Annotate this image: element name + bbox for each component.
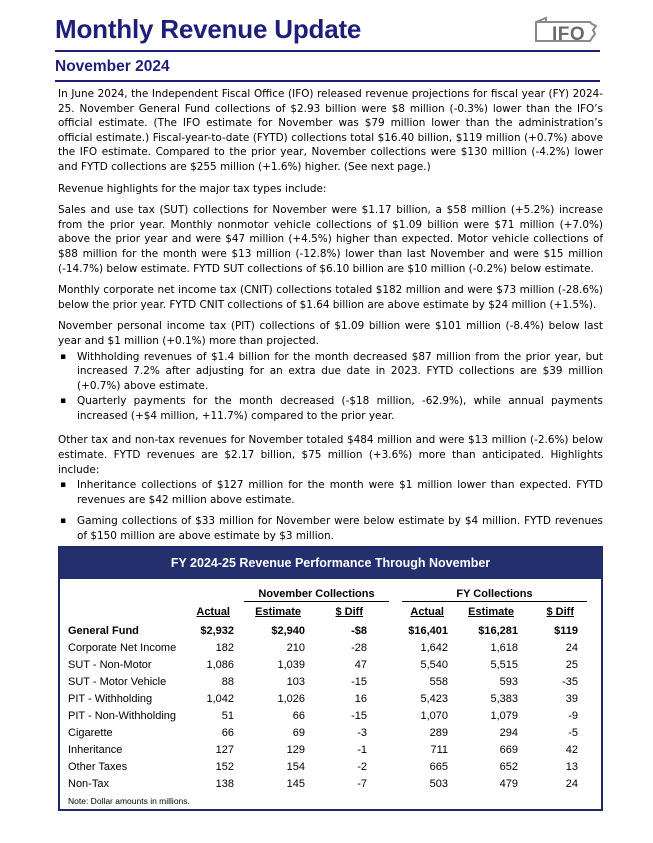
table-row xyxy=(60,625,605,642)
fy-collections-header: FY Collections xyxy=(402,588,587,602)
table-cell: -35 xyxy=(562,676,578,688)
table-cell: 558 xyxy=(429,676,448,688)
table-cell: 103 xyxy=(286,676,305,688)
column-header: Actual xyxy=(196,606,230,618)
table-cell: 210 xyxy=(286,642,305,654)
subtitle-rule xyxy=(55,80,600,82)
cnit-paragraph: Monthly corporate net income tax (CNIT) collections totaled $182 million and were $73 million (-28.6%) below the prior year. FYTD CNIT collections of $1.64 billion are above estimate by $24 million (+1.5%). xyxy=(58,284,603,311)
table-cell: 1,642 xyxy=(420,642,448,654)
page-title: Monthly Revenue Update xyxy=(55,14,362,44)
table-cell: 13 xyxy=(565,761,578,773)
table-cell: 1,618 xyxy=(490,642,518,654)
table-cell: 5,383 xyxy=(490,693,518,705)
table-cell: $119 xyxy=(554,625,578,637)
table-cell: 5,540 xyxy=(420,659,448,671)
table-cell: -28 xyxy=(351,642,367,654)
table-cell: -3 xyxy=(357,727,367,739)
row-label: Non-Tax xyxy=(68,778,109,790)
table-cell: 138 xyxy=(215,778,234,790)
table-cell: 154 xyxy=(286,761,305,773)
list-item: ▪ Quarterly payments for the month decreased (-$18 million, -62.9%), while annual payments increased (+$4 million, +11.7%) compared to the prior year. xyxy=(58,394,603,423)
list-item: ▪ Withholding revenues of $1.4 billion for the month decreased $87 million from the prior year, but increased 7.2% after adjusting for an extra due date in 2023. FYTD collections are $39 million (+0.7%) above estimate. xyxy=(58,350,603,394)
table-cell: -$8 xyxy=(351,625,367,637)
table-cell: $2,932 xyxy=(200,625,234,637)
column-header: $ Diff xyxy=(335,606,363,618)
pit-paragraph: November personal income tax (PIT) collections of $1.09 billion were $101 million (-8.4%) below last year and $1 million (+0.1%) more than projected. xyxy=(58,320,603,347)
table-cell: 652 xyxy=(499,761,518,773)
table-cell: 669 xyxy=(499,744,518,756)
table-cell: 593 xyxy=(499,676,518,688)
table-cell: 1,086 xyxy=(206,659,234,671)
table-cell: 24 xyxy=(565,778,578,790)
table-cell: 66 xyxy=(292,710,305,722)
table-cell: $2,940 xyxy=(271,625,305,637)
table-row xyxy=(60,676,605,693)
table-cell: 39 xyxy=(565,693,578,705)
row-label: PIT - Withholding xyxy=(68,693,153,705)
table-cell: 665 xyxy=(429,761,448,773)
table-row xyxy=(60,693,605,710)
table-cell: 47 xyxy=(354,659,367,671)
pit-bullet-list xyxy=(58,350,603,424)
table-cell: -15 xyxy=(351,710,367,722)
sut-paragraph: Sales and use tax (SUT) collections for November were $1.17 billion, a $58 million (+5.2%) increase from the prior year. Monthly nonmotor vehicle collections of $1.09 billion were $71 million (+7.0%) above the prior year and were $47 million (+4.5%) higher than expected. Motor vehicle collections of $88 million for the month were $13 million (-12.8%) lower than last November and were $15 million (-14.7%) below estimate. FYTD SUT collections of $6.10 billion are $10 million (-0.2%) below estimate. xyxy=(58,204,603,275)
report-body xyxy=(58,87,603,551)
table-cell: 289 xyxy=(429,727,448,739)
table-row xyxy=(60,778,605,795)
table-cell: 1,079 xyxy=(490,710,518,722)
table-cell: 1,026 xyxy=(277,693,305,705)
table-cell: 5,423 xyxy=(420,693,448,705)
title-rule xyxy=(55,50,600,52)
table-row xyxy=(60,710,605,727)
table-cell: $16,281 xyxy=(478,625,518,637)
table-row xyxy=(60,727,605,744)
list-item: ▪ Inheritance collections of $127 million for the month were $1 million lower than expected. FYTD revenues are $42 million above estimate. xyxy=(58,478,603,507)
table-cell: 1,039 xyxy=(277,659,305,671)
table-row xyxy=(60,744,605,761)
table-cell: 66 xyxy=(221,727,234,739)
column-header: $ Diff xyxy=(546,606,574,618)
column-header: Estimate xyxy=(255,606,301,618)
table-cell: 25 xyxy=(565,659,578,671)
table-cell: 129 xyxy=(286,744,305,756)
table-row xyxy=(60,761,605,778)
table-cell: 1,070 xyxy=(420,710,448,722)
summary-paragraph: In June 2024, the Independent Fiscal Office (IFO) released revenue projections for fiscal year (FY) 2024-25. November General Fund collections of $2.93 billion were $8 million (-0.3%) lower than the IFO’s official estimate. (The IFO estimate for November was $79 million lower than the administration’s official estimate.) Fiscal-year-to-date (FYTD) collections total $16.40 billion, $119 million (+0.7%) above the IFO estimate. Compared to the prior year, November collections were $130 million (-4.2%) lower and FYTD collections are $255 million (+1.6%) higher. (See next page.) xyxy=(58,88,603,173)
column-header: Estimate xyxy=(468,606,514,618)
table-cell: 294 xyxy=(499,727,518,739)
table-cell: -1 xyxy=(357,744,367,756)
column-header: Actual xyxy=(410,606,444,618)
table-cell: 182 xyxy=(215,642,234,654)
table-cell: 479 xyxy=(499,778,518,790)
table-cell: 503 xyxy=(429,778,448,790)
row-label: Other Taxes xyxy=(68,761,128,773)
table-cell: -5 xyxy=(568,727,578,739)
table-cell: 5,515 xyxy=(490,659,518,671)
table-cell: 1,042 xyxy=(206,693,234,705)
row-label: SUT - Non-Motor xyxy=(68,659,152,671)
other-bullet-list xyxy=(58,478,603,543)
row-label: Inheritance xyxy=(68,744,123,756)
table-cell: -15 xyxy=(351,676,367,688)
table-cell: 152 xyxy=(215,761,234,773)
other-revenue-paragraph: Other tax and non-tax revenues for November totaled $484 million and were $13 million (-2.6%) below estimate. FYTD revenues are $2.17 billion, $75 million (+3.6%) more than anticipated. Highlights include: xyxy=(58,434,603,476)
table-cell: 127 xyxy=(215,744,234,756)
revenue-performance-table xyxy=(58,546,603,811)
row-label: General Fund xyxy=(68,625,139,637)
table-cell: 42 xyxy=(565,744,578,756)
highlights-intro: Revenue highlights for the major tax types include: xyxy=(58,182,327,195)
list-item: ▪ Gaming collections of $33 million for November were below estimate by $4 million. FYTD revenues of $150 million are above estimate by $3 million. xyxy=(58,514,603,543)
report-month: November 2024 xyxy=(55,58,170,75)
table-cell: 88 xyxy=(221,676,234,688)
row-label: Corporate Net Income xyxy=(68,642,177,654)
table-cell: $16,401 xyxy=(408,625,448,637)
row-label: SUT - Motor Vehicle xyxy=(68,676,167,688)
table-cell: 69 xyxy=(292,727,305,739)
table-row xyxy=(60,659,605,676)
table-row xyxy=(60,642,605,659)
row-label: PIT - Non-Withholding xyxy=(68,710,177,722)
table-cell: 16 xyxy=(354,693,367,705)
table-cell: -9 xyxy=(568,710,578,722)
table-footnote: Note: Dollar amounts in millions. xyxy=(68,796,190,806)
table-cell: 51 xyxy=(221,710,234,722)
table-cell: 24 xyxy=(565,642,578,654)
table-title: FY 2024-25 Revenue Performance Through November xyxy=(60,548,601,579)
ifo-logo-text: IFO xyxy=(552,24,586,45)
table-cell: -2 xyxy=(357,761,367,773)
table-cell: -7 xyxy=(357,778,367,790)
table-cell: 711 xyxy=(430,744,448,756)
row-label: Cigarette xyxy=(68,727,113,739)
table-cell: 145 xyxy=(286,778,305,790)
november-collections-header: November Collections xyxy=(244,588,389,602)
